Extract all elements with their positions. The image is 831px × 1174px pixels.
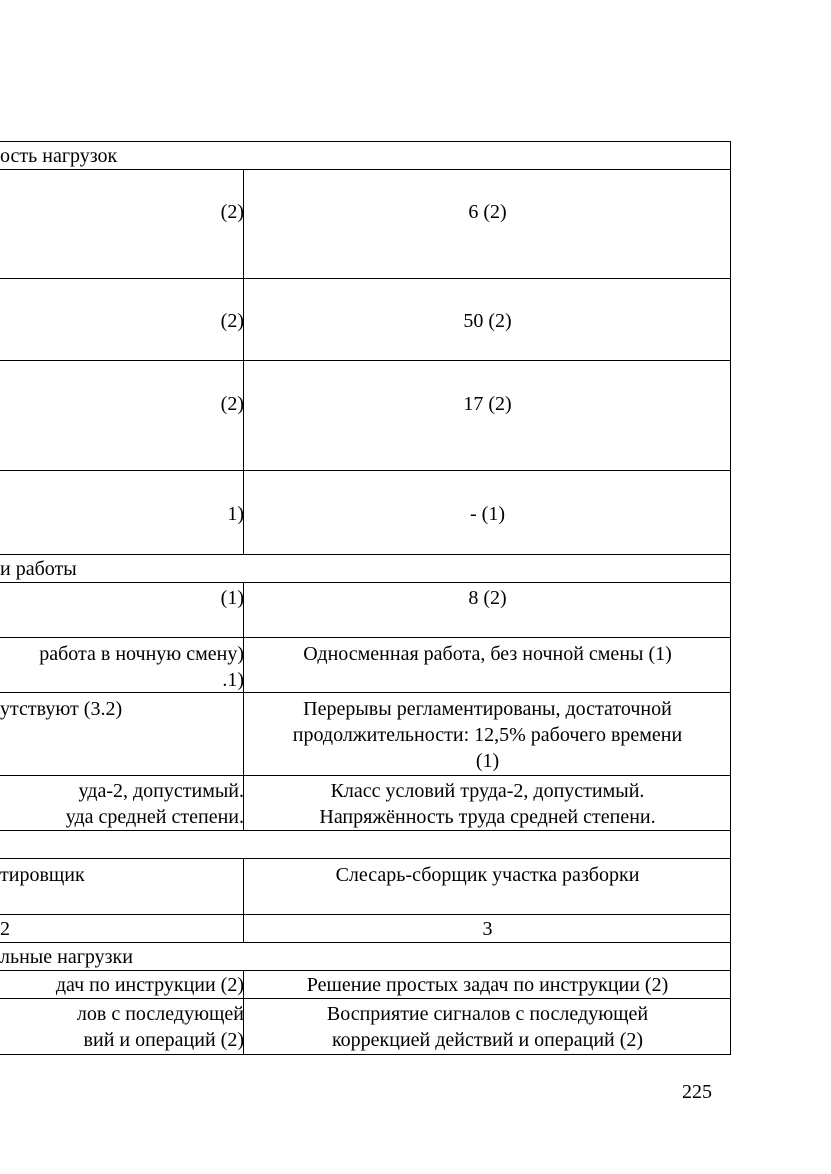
table-border — [0, 858, 731, 859]
section-header-work-mode: и работы — [0, 558, 77, 580]
table-border — [0, 360, 731, 361]
table-border — [0, 554, 731, 555]
table-cell: Класс условий труда-2, допустимый. — [330, 780, 645, 802]
table-cell: уда средней степени. — [65, 806, 244, 828]
table-cell: 1) — [227, 503, 244, 525]
table-border — [0, 637, 731, 638]
table-cell: Решение простых задач по инструкции (2) — [306, 974, 669, 996]
table-cell: (2) — [220, 201, 244, 223]
table-cell: 6 (2) — [468, 201, 507, 223]
table-cell: Односменная работа, без ночной смены (1) — [303, 643, 672, 665]
column-number-cell: 3 — [482, 918, 493, 940]
table-cell: Восприятие сигналов с последующей — [326, 1003, 649, 1025]
table-cell: коррекцией действий и операций (2) — [331, 1029, 644, 1051]
table-cell: дач по инструкции (2) — [55, 974, 244, 996]
table-cell: продолжительности: 12,5% рабочего времени — [292, 724, 683, 746]
table-border — [0, 582, 731, 583]
column-number-cell: 2 — [0, 918, 10, 940]
section-header-intellectual-loads: льные нагрузки — [0, 946, 133, 968]
table-cell: (2) — [220, 393, 244, 415]
table-border — [0, 470, 731, 471]
table-cell: 17 (2) — [463, 393, 512, 415]
table-cell: Напряжённость труда средней степени. — [319, 806, 656, 828]
section-header-load-intensity: ость нагрузок — [0, 145, 118, 167]
table-cell: тировщик — [0, 864, 85, 886]
table-cell: .1) — [222, 669, 244, 691]
table-cell: лов с последующей — [76, 1003, 244, 1025]
table-cell: (1) — [220, 587, 244, 609]
table-border — [0, 692, 731, 693]
table-cell: работа в ночную смену) — [39, 643, 244, 665]
table-cell: - (1) — [470, 503, 505, 525]
table-cell: уда-2, допустимый. — [78, 780, 244, 802]
column-divider — [243, 169, 244, 555]
table-cell: 8 (2) — [468, 587, 507, 609]
table-cell: утствуют (3.2) — [0, 698, 123, 720]
table-cell: (2) — [220, 310, 244, 332]
table-cell: 50 (2) — [463, 310, 512, 332]
table-cell: вий и операций (2) — [83, 1029, 244, 1051]
table-border — [0, 278, 731, 279]
table-border — [0, 1054, 731, 1055]
table-cell: Слесарь-сборщик участка разборки — [335, 864, 640, 886]
table-border — [0, 775, 731, 776]
table-cell: (1) — [475, 750, 500, 772]
table-cell: Перерывы регламентированы, достаточной — [303, 698, 672, 720]
page-number: 225 — [682, 1081, 712, 1103]
